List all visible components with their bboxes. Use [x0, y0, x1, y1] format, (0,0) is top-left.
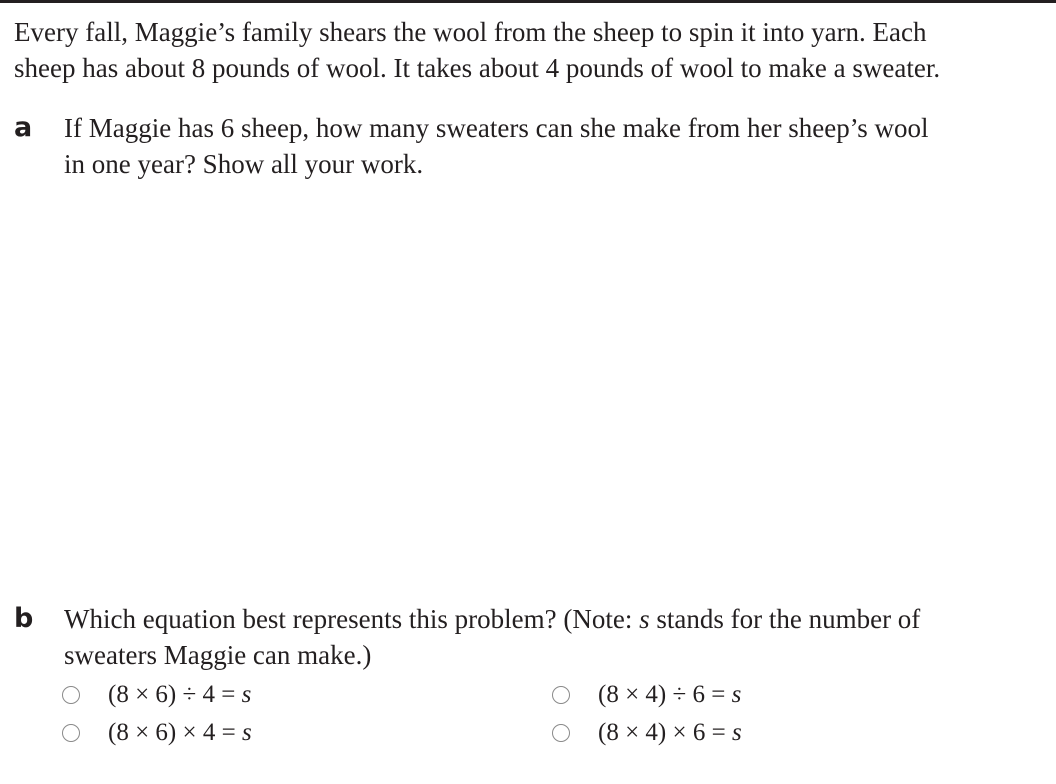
intro-line-1: Every fall, Maggie’s family shears the wool from the sheep to spin it into yarn. Each	[14, 17, 927, 47]
choice-text	[598, 715, 742, 751]
choice-variable: s	[731, 719, 742, 746]
choice-text	[108, 715, 252, 751]
question-b-line-1-start: Which equation best represents this problem? (Note:	[64, 604, 640, 634]
choice-variable: s	[731, 681, 742, 708]
radio-button-icon[interactable]	[62, 686, 80, 704]
choice-text	[108, 677, 251, 713]
question-a-line-2: in one year? Show all your work.	[64, 149, 424, 179]
problem-intro	[14, 14, 1034, 86]
choice-option-3[interactable]	[62, 715, 252, 751]
question-b-line-1	[64, 601, 1024, 637]
top-rule	[0, 0, 1056, 3]
choice-expression: (8 × 6) × 4 =	[108, 719, 242, 746]
question-b-line-1-end: stands for the number of	[649, 604, 921, 634]
question-b-label: b	[14, 603, 34, 634]
choice-expression: (8 × 4) ÷ 6 =	[598, 681, 732, 708]
choice-text	[598, 677, 741, 713]
choice-option-4[interactable]	[552, 715, 742, 751]
choice-variable: s	[241, 719, 252, 746]
radio-button-icon[interactable]	[552, 686, 570, 704]
choice-variable: s	[241, 681, 252, 708]
variable-s: s	[639, 604, 650, 634]
intro-line-2: sheep has about 8 pounds of wool. It takes about 4 pounds of wool to make a sweater.	[14, 53, 941, 83]
choice-option-2[interactable]	[552, 677, 741, 713]
question-b-text	[64, 601, 1024, 673]
choice-option-1[interactable]	[62, 677, 251, 713]
question-a-label: a	[14, 112, 33, 143]
question-b-line-2: sweaters Maggie can make.)	[64, 640, 372, 670]
radio-button-icon[interactable]	[62, 724, 80, 742]
question-a-text	[64, 110, 1024, 182]
choice-expression: (8 × 4) × 6 =	[598, 719, 732, 746]
question-a-line-1: If Maggie has 6 sheep, how many sweaters can she make from her sheep’s wool	[64, 113, 929, 143]
radio-button-icon[interactable]	[552, 724, 570, 742]
answer-work-area[interactable]	[64, 190, 1024, 580]
choice-expression: (8 × 6) ÷ 4 =	[108, 681, 242, 708]
